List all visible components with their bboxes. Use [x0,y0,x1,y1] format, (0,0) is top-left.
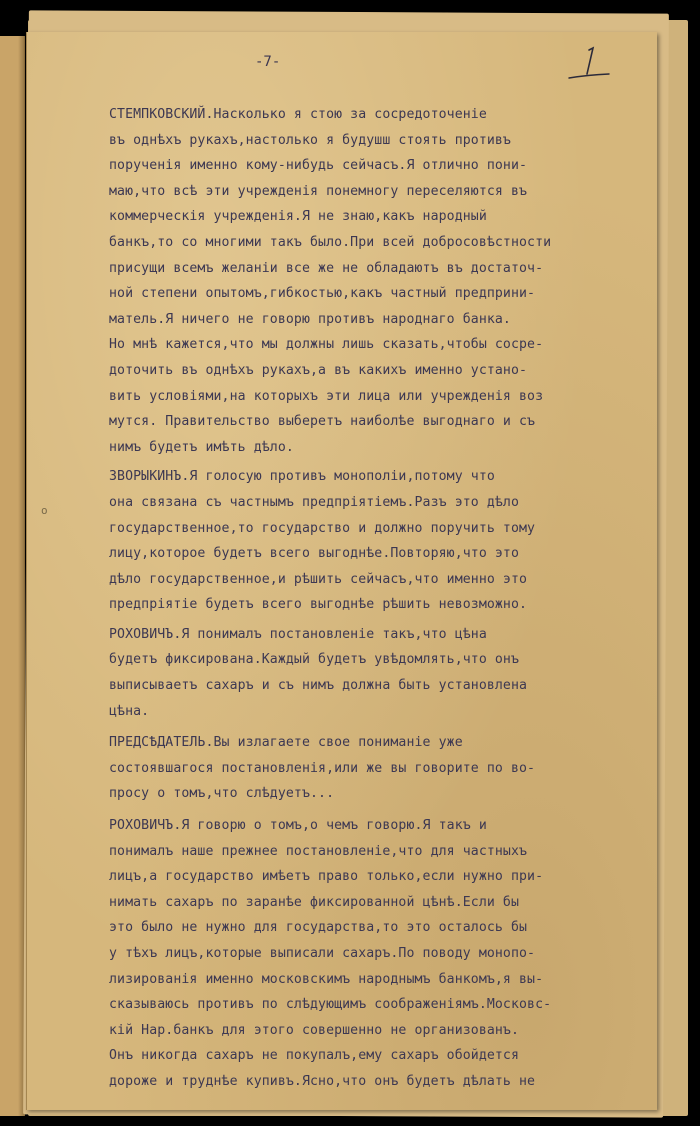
text-line: лицу,которое будетъ всего выгоднѣе.Повторяю,что это [109,546,520,562]
text-line: сказываюсь противъ по слѣдующимъ соображенiямъ.Московс- [109,997,552,1013]
text-line: это было не нужно для государства,то это осталось бы [109,920,528,936]
text-line: порученiя именно кому-нибудь сейчасъ.Я отлично пони- [109,158,528,174]
text-line: нимъ будетъ имѣть дѣло. [109,439,294,455]
text-line: ПРЕДСѢДАТЕЛЬ.Вы излагаете свое пониманiе уже [109,735,463,751]
text-line: у тѣхъ лицъ,которые выписали сахаръ.По поводу монопо- [109,946,536,961]
text-line: она связана съ частнымъ предпрiятiемъ.Разъ это дѣло [109,494,520,510]
text-line: выписываетъ сахаръ и съ нимъ должна быть установлена [109,678,528,694]
text-line: государственное,то государство и должно поручить тому [109,520,536,536]
text-line: состоявшагося постановленiя,или же вы говорите по во- [109,760,536,776]
text-line: СТЕМПКОВСКИЙ.Насколько я стою за сосредоточенie [109,107,487,122]
text-line: дороже и труднѣе купивъ.Ясно,что онъ будетъ дѣлать не [109,1073,536,1089]
handwritten-page-mark [567,44,607,84]
text-line: понималъ наше прежнее постановленiе,что для частныхъ [109,843,528,859]
typewritten-body [109,102,649,1095]
text-line: будетъ фиксирована.Каждый будетъ увѣдомлять,что онъ [109,652,520,668]
text-line: коммерческiя учрежденiя.Я не знаю,какъ народный [109,209,487,225]
left-page-edge [0,36,25,1116]
text-line: Онъ никогда сахаръ не покупалъ,ему сахаръ обойдется [109,1048,520,1064]
text-line: предпрiятiе будетъ всего выгоднѣе рѣшить невозможно. [109,597,528,613]
text-line: просу о томъ,что слѣдуетъ... [109,786,335,802]
text-line: кiй Нар.банкъ для этого совершенно не организованъ. [109,1022,520,1038]
text-line: нимать сахаръ по заранѣе фиксированной цѣнѣ.Если бы [109,894,520,910]
text-line: Но мнѣ кажется,что мы должны лишь сказать,чтобы сосре- [109,337,544,353]
text-line: цѣна. [109,703,150,719]
text-line: маю,что всѣ эти учрежденiя понемногу переселяются въ [109,183,528,199]
text-line: РОХОВИЧЪ.Я говорю о томъ,о чемъ говорю.Я такъ и [109,818,487,834]
text-line: ЗВОРЫКИНЪ.Я голосую противъ монополiи,потому что [109,469,495,485]
text-line: РОХОВИЧЪ.Я понималъ постановленiе такъ,что цѣна [109,626,487,642]
text-line: дѣло государственное,и рѣшить сейчасъ,что именно это [109,571,528,587]
margin-mark: o [41,504,48,517]
text-line: лицъ,а государство имѣетъ право только,если нужно при- [109,869,544,885]
text-line: мутся. Правительство выберетъ наиболѣе выгоднаго и съ [109,414,536,430]
text-line: ной степени опытомъ,гибкостью,какъ частный предприни- [109,286,536,302]
text-line: вить условiями,на которыхъ эти лица или учрежденiя воз [109,388,544,404]
text-line: въ однѣхъ рукахъ,настолько я будушш стоять противъ [109,132,511,148]
text-line: матель.Я ничего не говорю противъ народнаго банка. [109,311,511,327]
text-line: присущи всемъ желанiи все же не обладаютъ въ достаточ- [109,260,544,276]
text-line: доточить въ однѣхъ рукахъ,а въ какихъ именно устано- [109,362,528,378]
text-line: банкъ,то со многими такъ было.При всей добросовѣстности [109,234,552,250]
typewritten-page [26,32,657,1110]
text-line: лизированiя именно московскимъ народнымъ банкомъ,я вы- [109,971,544,987]
page-number: -7- [255,54,281,70]
page-header [27,54,657,84]
handwritten-one-icon [567,44,611,84]
